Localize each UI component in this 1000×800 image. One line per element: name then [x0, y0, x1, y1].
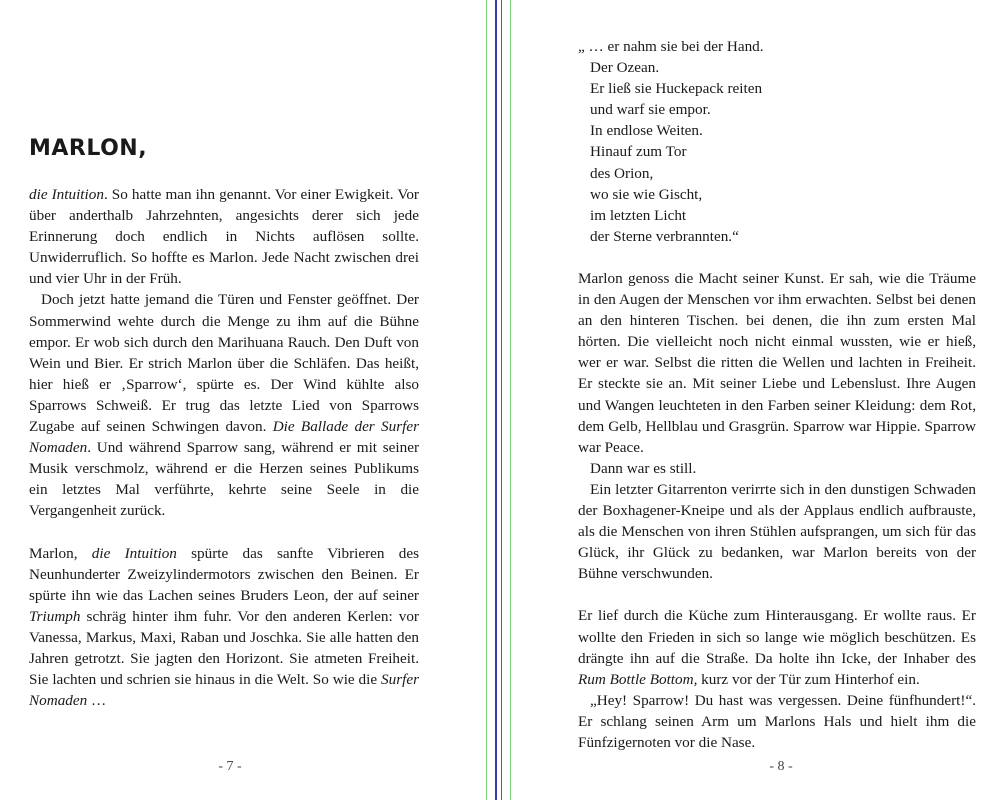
- paragraph: [29, 184, 419, 289]
- text-run: . So hatte man ihn genannt. Vor einer Ewigkeit. Vor über anderthalb Jahrzehnten, angesichts derer sich jede Erinnerung doch endlich in Nichts auflösen sollte. Unwiderruflich. So hoffte es Marlon. Jede Nacht zwischen drei und vier Uhr in der Früh.: [29, 186, 419, 288]
- italic-text: Triumph: [29, 607, 81, 625]
- chapter-title: MARLON,: [29, 136, 148, 161]
- italic-text: die Intuition: [29, 186, 104, 203]
- left-page-body: [29, 184, 419, 711]
- text-run: Dann war es still.: [590, 459, 697, 477]
- poem-block: [578, 36, 764, 247]
- paragraph-spacer: [29, 522, 419, 543]
- poem-line: Hinauf zum Tor: [590, 143, 687, 161]
- left-page: [0, 0, 485, 800]
- text-run: spürte das sanfte Vibrieren des Neunhunderter Zweizylindermotors zwischen den Beinen. Er spürte ihn wie das Lachen seines Bruders Leon, der auf seiner: [29, 544, 420, 604]
- poem-line: im letzten Licht: [590, 206, 687, 224]
- text-run: Ein letzter Gitarrenton verirrte sich in den dunstigen Schwaden der Boxhagener-Kneipe und als der Applaus endlich aufbrauste, als die Menschen von ihren Stühlen aufsprangen, um sich für das Glück, ihr Glück zu bedanken, war Marlon bereits von der Bühne verschwunden.: [578, 480, 976, 583]
- paragraph: [578, 479, 976, 584]
- text-run: schräg hinter ihm fuhr. Vor den anderen Kerlen: vor Vanessa, Markus, Maxi, Raban und Joschka. Sie alle hatten den Jahren getrotzt. Sie jagten den Horizont. Sie atmeten Freiheit. Sie lachten und schrien sie hinaus in die Welt. So wie die: [29, 607, 419, 689]
- paragraph: [578, 458, 976, 479]
- italic-text: Surfer Nomaden: [29, 671, 419, 710]
- poem-line: In endlose Weiten.: [590, 122, 703, 140]
- right-page-body: [578, 268, 976, 753]
- gutter-line-green-right: [510, 0, 511, 800]
- text-run: Er lief durch die Küche zum Hinterausgang. Er wollte raus. Er wollte den Frieden in sich so lange wie möglich beschützen. Es drängte ihn auf die Straße. Da holte ihn Icke, der Inhaber des: [578, 607, 976, 667]
- text-run: …: [87, 692, 107, 710]
- poem-line: „ … er nahm sie bei der Hand.: [578, 38, 764, 55]
- poem-line: wo sie wie Gischt,: [590, 185, 703, 203]
- paragraph: [578, 268, 976, 458]
- paragraph: [29, 543, 419, 712]
- text-run: „Hey! Sparrow! Du hast was vergessen. Deine fünfhundert!“. Er schlang seinen Arm um Marlons Hals und hielt ihm die Fünfzigernoten vor die Nase.: [578, 691, 976, 751]
- text-run: kurz vor der Tür zum Hinterhof ein.: [697, 670, 920, 688]
- poem-line: Er ließ sie Huckepack reiten: [590, 80, 763, 98]
- text-run: Doch jetzt hatte jemand die Türen und Fenster geöffnet. Der Sommerwind wehte durch die Menge zu ihm auf die Bühne empor. Er wob sich durch den Marihuana Rauch. Den Duft von Wein und Bier. Er strich Marlon über die Schläfen. Das heißt, hier hieß er ‚Sparrow‘, spürte es. Der Wind kühlte also Sparrows Schweiß. Er trug das letzte Lied von Sparrows Zugabe auf seinen Schwingen davon.: [29, 291, 419, 436]
- paragraph: [578, 690, 976, 753]
- gutter-line-blue-2: [501, 0, 502, 800]
- paragraph: [578, 605, 976, 689]
- gutter-line-blue-1: [495, 0, 497, 800]
- page-number-left: - 7 -: [218, 759, 242, 774]
- poem-line: der Sterne verbrannten.“: [590, 227, 739, 245]
- poem-line: Der Ozean.: [590, 59, 660, 77]
- italic-text: die Intuition: [91, 544, 177, 562]
- poem-line: des Orion,: [590, 164, 654, 182]
- page-number-right: - 8 -: [769, 759, 793, 774]
- gutter-line-green-left: [486, 0, 487, 800]
- paragraph: [29, 289, 419, 521]
- right-page: [512, 0, 1000, 800]
- italic-text: Rum Bottle Bottom,: [578, 670, 698, 688]
- text-run: . Und während Sparrow sang, während er mit seiner Musik verschmolz, während er die Herzen seines Publikums ein letztes Mal verführte, kehrte seine Seele in die Vergangenheit zurück.: [29, 439, 419, 520]
- text-run: Marlon genoss die Macht seiner Kunst. Er sah, wie die Träume in den Augen der Menschen vor ihm erwachten. Selbst bei denen an den hinteren Tischen. bei denen, die ihn zum ersten Mal hörten. Die vielleicht noch nicht einmal wussten, wie er hieß, wer er war. Selbst die ritten die Wellen und lachten in Freiheit. Er steckte sie an. Mit seiner Liebe und Lebenslust. Ihre Augen und Wangen leuchteten in den Farben seiner Kleidung: dem Rot, dem Gelb, Hellblau und Grasgrün. Sparrow war Hippie. Sparrow war Peace.: [578, 270, 976, 456]
- italic-text: Die Ballade der Surfer Nomaden: [29, 418, 419, 457]
- poem-line: und warf sie empor.: [590, 101, 711, 119]
- paragraph-spacer: [578, 584, 976, 605]
- text-run: Marlon,: [29, 544, 92, 562]
